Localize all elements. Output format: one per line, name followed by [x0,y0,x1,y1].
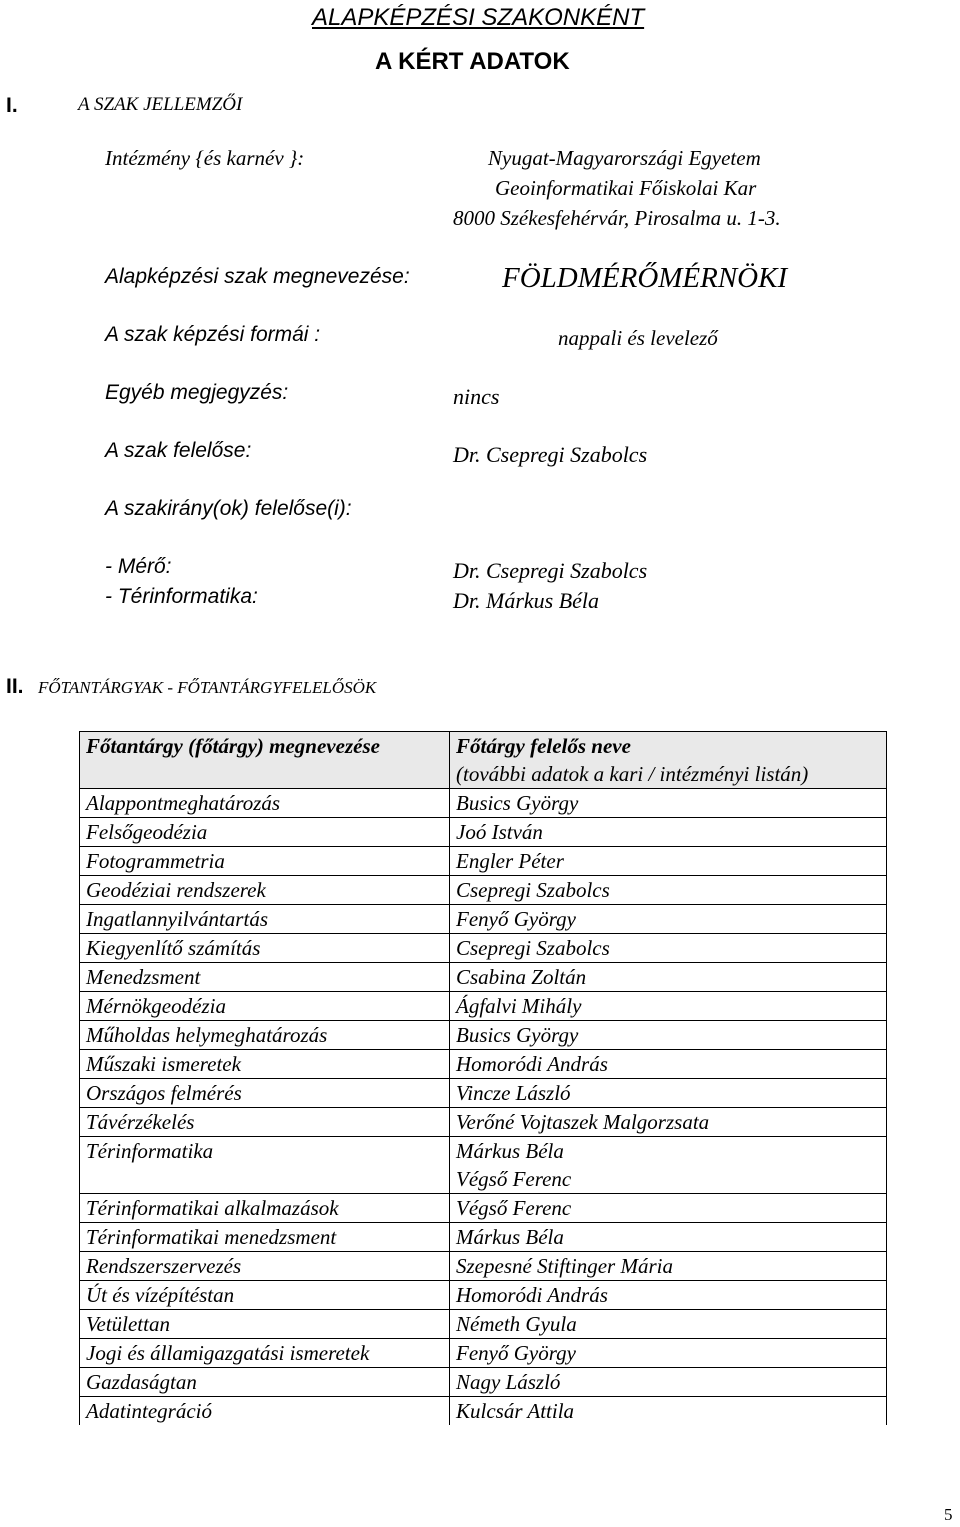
subject-cell: Alappontmeghatározás [80,789,450,818]
table-row [80,905,887,934]
subject-cell: Geodéziai rendszerek [80,876,450,905]
subject-cell: Mérnökgeodézia [80,992,450,1021]
institution-line-1: Nyugat-Magyarországi Egyetem [488,146,761,170]
institution-line-3: 8000 Székesfehérvár, Pirosalma u. 1-3. [453,206,781,230]
subject-cell: Térinformatika [80,1137,450,1166]
subject-cell: Műszaki ismeretek [80,1050,450,1079]
section1-title: A SZAK JELLEMZŐI [78,94,243,115]
table-row [80,934,887,963]
subject-cell: Országos felmérés [80,1079,450,1108]
section2-number: II. [6,675,24,698]
person-cell: Végső Ferenc [450,1165,887,1194]
person-cell: Busics György [450,1021,887,1050]
notes-label: Egyéb megjegyzés: [105,381,289,404]
person-cell: Csabina Zoltán [450,963,887,992]
table-row [80,847,887,876]
table-row [80,1223,887,1252]
subject-cell: Térinformatikai menedzsment [80,1223,450,1252]
table-row [80,1310,887,1339]
col1-header: Főtantárgy (főtárgy) megnevezése [80,732,450,761]
subject-cell: Fotogrammetria [80,847,450,876]
col2-subheader: (további adatok a kari / intézményi listán) [450,760,887,789]
person-cell: Verőné Vojtaszek Malgorzsata [450,1108,887,1137]
subject-cell: Rendszerszervezés [80,1252,450,1281]
person-cell: Végső Ferenc [450,1194,887,1223]
person-cell: Fenyő György [450,1339,887,1368]
table-row [80,1194,887,1223]
table-row [80,1252,887,1281]
table-row [80,1137,887,1166]
table-row [80,789,887,818]
table-row [80,1397,887,1426]
subject-cell: Távérzékelés [80,1108,450,1137]
spec1-label: - Mérő: [105,555,172,578]
table-row [80,1339,887,1368]
spec1-value: Dr. Csepregi Szabolcs [453,558,648,583]
subject-cell: Műholdas helymeghatározás [80,1021,450,1050]
subject-cell: Gazdaságtan [80,1368,450,1397]
person-cell: Szepesné Stiftinger Mária [450,1252,887,1281]
subject-cell: Út és vízépítéstan [80,1281,450,1310]
specializations-label: A szakirány(ok) felelőse(i): [105,497,352,520]
subject-cell: Ingatlannyilvántartás [80,905,450,934]
header-title-line1: ALAPKÉPZÉSI SZAKONKÉNT [312,4,645,31]
subject-cell: Jogi és államigazgatási ismeretek [80,1339,450,1368]
program-value: FÖLDMÉRŐMÉRNÖKI [502,262,788,294]
person-cell: Ágfalvi Mihály [450,992,887,1021]
subject-cell: Felsőgeodézia [80,818,450,847]
person-cell: Németh Gyula [450,1310,887,1339]
page-number: 5 [944,1505,953,1524]
table-row [80,1281,887,1310]
responsible-value: Dr. Csepregi Szabolcs [453,442,648,467]
person-cell: Busics György [450,789,887,818]
person-cell: Engler Péter [450,847,887,876]
table-row [80,963,887,992]
col2-header: Főtárgy felelős neve [450,732,887,761]
person-cell: Homoródi András [450,1281,887,1310]
col1-subheader-empty [80,760,450,789]
person-cell: Fenyő György [450,905,887,934]
table-row [80,1165,887,1194]
person-cell: Vincze László [450,1079,887,1108]
institution-label: Intézmény {és karnév }: [105,146,305,170]
person-cell: Márkus Béla [450,1223,887,1252]
person-cell: Csepregi Szabolcs [450,934,887,963]
table-row [80,1108,887,1137]
section2-title: FŐTANTÁRGYAK - FŐTANTÁRGYFELELŐSÖK [38,678,377,697]
institution-line-2: Geoinformatikai Főiskolai Kar [495,176,757,200]
subject-cell: Kiegyenlítő számítás [80,934,450,963]
table-row [80,1079,887,1108]
subject-cell: Adatintegráció [80,1397,450,1426]
subject-cell [80,1165,450,1194]
table-row [80,876,887,905]
table-row [80,1021,887,1050]
subject-cell: Vetülettan [80,1310,450,1339]
forms-value: nappali és levelező [558,326,718,350]
table-subheader-row [80,760,887,789]
program-label: Alapképzési szak megnevezése: [105,265,410,288]
subject-cell: Menedzsment [80,963,450,992]
header-title-line2: A KÉRT ADATOK [375,48,570,75]
spec2-value: Dr. Márkus Béla [453,588,600,613]
responsible-label: A szak felelőse: [105,439,252,462]
forms-label: A szak képzési formái : [105,323,321,346]
notes-value: nincs [453,384,500,409]
table-row [80,992,887,1021]
person-cell: Nagy László [450,1368,887,1397]
section1-number: I. [6,94,18,117]
subject-cell: Térinformatikai alkalmazások [80,1194,450,1223]
subjects-table [79,731,887,1425]
table-row [80,818,887,847]
table-header-row [80,732,887,761]
person-cell: Kulcsár Attila [450,1397,887,1426]
person-cell: Márkus Béla [450,1137,887,1166]
person-cell: Joó István [450,818,887,847]
table-row [80,1050,887,1079]
person-cell: Homoródi András [450,1050,887,1079]
spec2-label: - Térinformatika: [105,585,258,608]
person-cell: Csepregi Szabolcs [450,876,887,905]
table-row [80,1368,887,1397]
